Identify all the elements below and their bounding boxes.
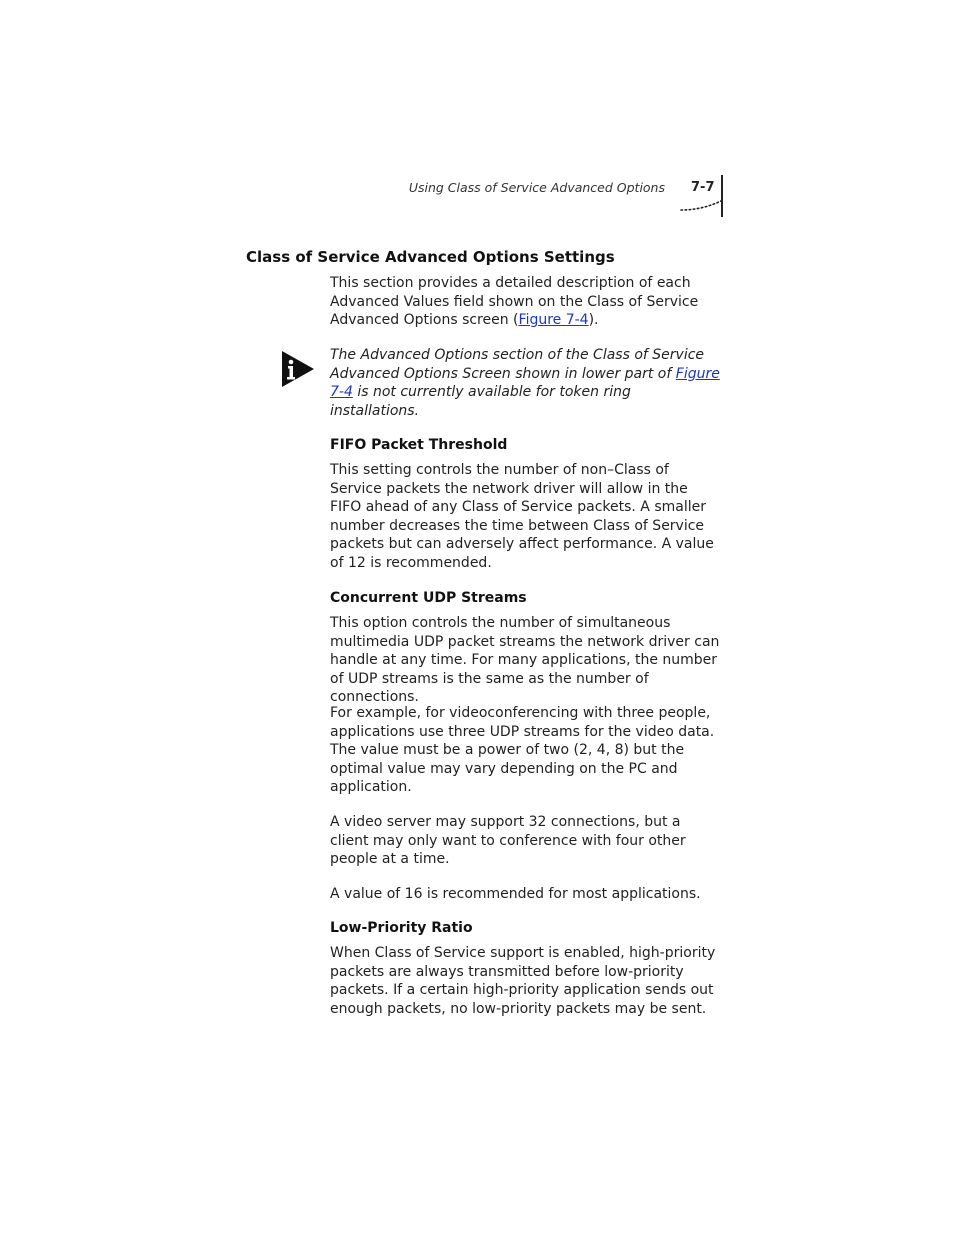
section-title: Class of Service Advanced Options Settings [246,248,615,266]
udp-paragraph-2: For example, for videoconferencing with three people, applications use three UDP streams for the video data. The value must be a power of two (2, 4, 8) but the optimal value may vary depending on the PC and application. [330,705,715,796]
figure-link[interactable]: Figure 7-4 [518,312,589,329]
info-icon [282,351,316,387]
note-text: The Advanced Options section of the Class of Service Advanced Options Screen shown in lower part of [330,347,705,382]
fifo-paragraph: This setting controls the number of non–Class of Service packets the network driver will allow in the FIFO ahead of any Class of Service packets. A smaller number decreases the time between Class of Service packets but can adversely affect performance. A value of 12 is recommended. [330,462,714,571]
page-number: 7-7 [691,180,715,195]
low-priority-heading: Low-Priority Ratio [330,920,473,936]
udp-paragraph-3: A video server may support 32 connections, but a client may only want to conference with four other people at a time. [330,814,686,868]
note-paragraph [330,346,722,420]
udp-paragraph-1: This option controls the number of simultaneous multimedia UDP packet streams the network driver can handle at any time. For many applications, the number of UDP streams is the same as the number of connections. [330,615,720,706]
udp-paragraph-4: A value of 16 is recommended for most applications. [330,886,701,902]
udp-heading: Concurrent UDP Streams [330,590,527,606]
intro-text: This section provides a detailed description of each Advanced Values field shown on the Class of Service Advanced Options screen ( [330,275,699,329]
intro-paragraph [330,274,722,330]
running-head: Using Class of Service Advanced Options [408,180,665,195]
low-priority-paragraph: When Class of Service support is enabled, high-priority packets are always transmitted before low-priority packets. If a certain high-priority application sends out enough packets, no low-priority packets may be sent. [330,945,716,1017]
fifo-heading: FIFO Packet Threshold [330,437,508,453]
note-text-end: is not currently available for token ring installations. [330,384,631,419]
intro-text-end: ). [588,312,599,329]
note-figure-link[interactable]: Figure 7-4 [330,365,720,401]
dotted-curve-ornament [678,199,724,213]
